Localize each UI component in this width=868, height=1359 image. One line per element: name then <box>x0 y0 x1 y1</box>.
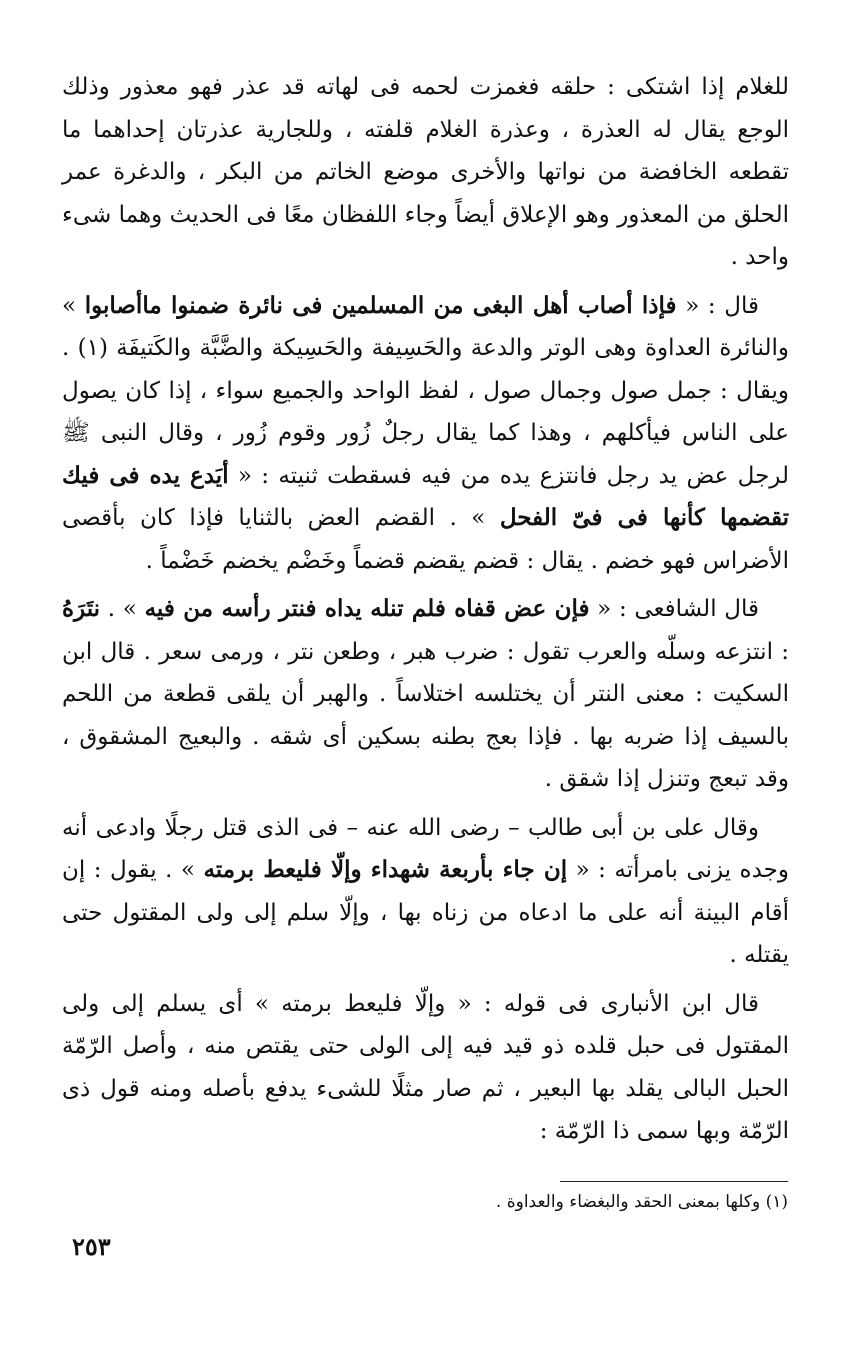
quoted-hadith: فإذا أصاب أهل البغى من المسلمين فى نائرة ضمنوا ماأصابوا <box>84 291 677 319</box>
paragraph-2 <box>62 285 789 583</box>
footnote-divider <box>560 1181 788 1182</box>
quoted-saying: فإن عض قفاه فلم تنله يداه فنتر رأسه من فيه <box>144 595 590 622</box>
paragraph-4 <box>62 807 789 977</box>
text-segment: » . <box>100 596 145 622</box>
text-segment: » . يقول : إن أقام البينة أنه على ما ادعاه من زناه بها ، وإلّا سلم إلى ولى المقتول حتى يقتله . <box>62 857 789 968</box>
page-body <box>62 66 789 1153</box>
quoted-hadith: أيَدع يده فى فيك تقضمها كأنها فى فىّ الفحل <box>62 461 790 531</box>
paragraph-1 <box>62 66 789 279</box>
text-segment: قال ابن الأنبارى فى قوله : « وإلّا فليعط برمته » أى يسلم إلى ولى المقتول فى حبل قلده ذو قيد فيه إلى الولى حتى يقتص منه ، وأصل الرّمّة الحبل البالى يقلد بها البعير ، ثم صار مثلًا للشىء يدفع بأصله ومنه قول ذى الرّمّة وبها سمى ذا الرّمّة : <box>62 990 789 1144</box>
text-segment: للغلام إذا اشتكى : حلقه فغمزت لحمه فى لهاته قد عذر فهو معذور وذلك الوجع يقال له العذرة ، وعذرة الغلام قلفته ، وللجارية عذرتان إحداهما ما تقطعه الخافضة من نواتها والأخرى موضع الخاتم من البكر ، والدغرة عمر الحلق من المعذور وهو الإعلاق أيضاً وجاء اللفظان معًا فى الحديث وهما شىء واحد . <box>62 74 789 270</box>
footnote: (١) وكلها بمعنى الحقد والبغضاء والعداوة . <box>495 1192 788 1212</box>
text-segment: قال الشافعى : « <box>589 596 759 622</box>
text-segment: قال : « <box>676 292 760 319</box>
paragraph-3 <box>62 588 789 801</box>
page-number: ٢٥٣ <box>72 1232 111 1261</box>
text-segment: وقال على بن أبى طالب – رضى الله عنه – فى الذى قتل رجلًا وادعى أنه وجده يزنى بامرأته : « <box>62 814 789 883</box>
text-segment: » والنائرة العداوة وهى الوتر والدعة والحَسِيفة والحَسِيكة والضَّبَّة والكَتيفَة (١) . ويقال : جمل صول وجمال صول ، لفظ الواحد والجميع سواء ، إذا كان يصول على الناس فيأكلهم ، وهذا كما يقال رجلٌ زُور وقوم زُور ، وقال النبى ﷺ لرجل عض يد رجل فانتزع يده من فيه فسقطت ثنيته : « <box>62 292 789 489</box>
quoted-saying: إن جاء بأربعة شهداء وإلّا فليعط برمته <box>203 856 568 883</box>
text-segment: » . القضم العض بالثنايا فإذا كان بأقصى الأضراس فهو خضم . يقال : قضم يقضم قضماً وخَضْم يخضم خَضْماً . <box>62 505 789 574</box>
headword: نتَرَهُ <box>62 595 101 622</box>
paragraph-5 <box>62 983 789 1153</box>
text-segment: : انتزعه وسلّه والعرب تقول : ضرب هبر ، وطعن نتر ، ورمى سعر . قال ابن السكيت : معنى النتر أن يختلسه اختلاساً . والهبر أن يلقى قطعة من اللحم بالسيف إذا ضربه بها . فإذا بعج بطنه بسكين أى شقه . والبعيج المشقوق ، وقد تبعج وتنزل إذا شقق . <box>62 638 789 792</box>
